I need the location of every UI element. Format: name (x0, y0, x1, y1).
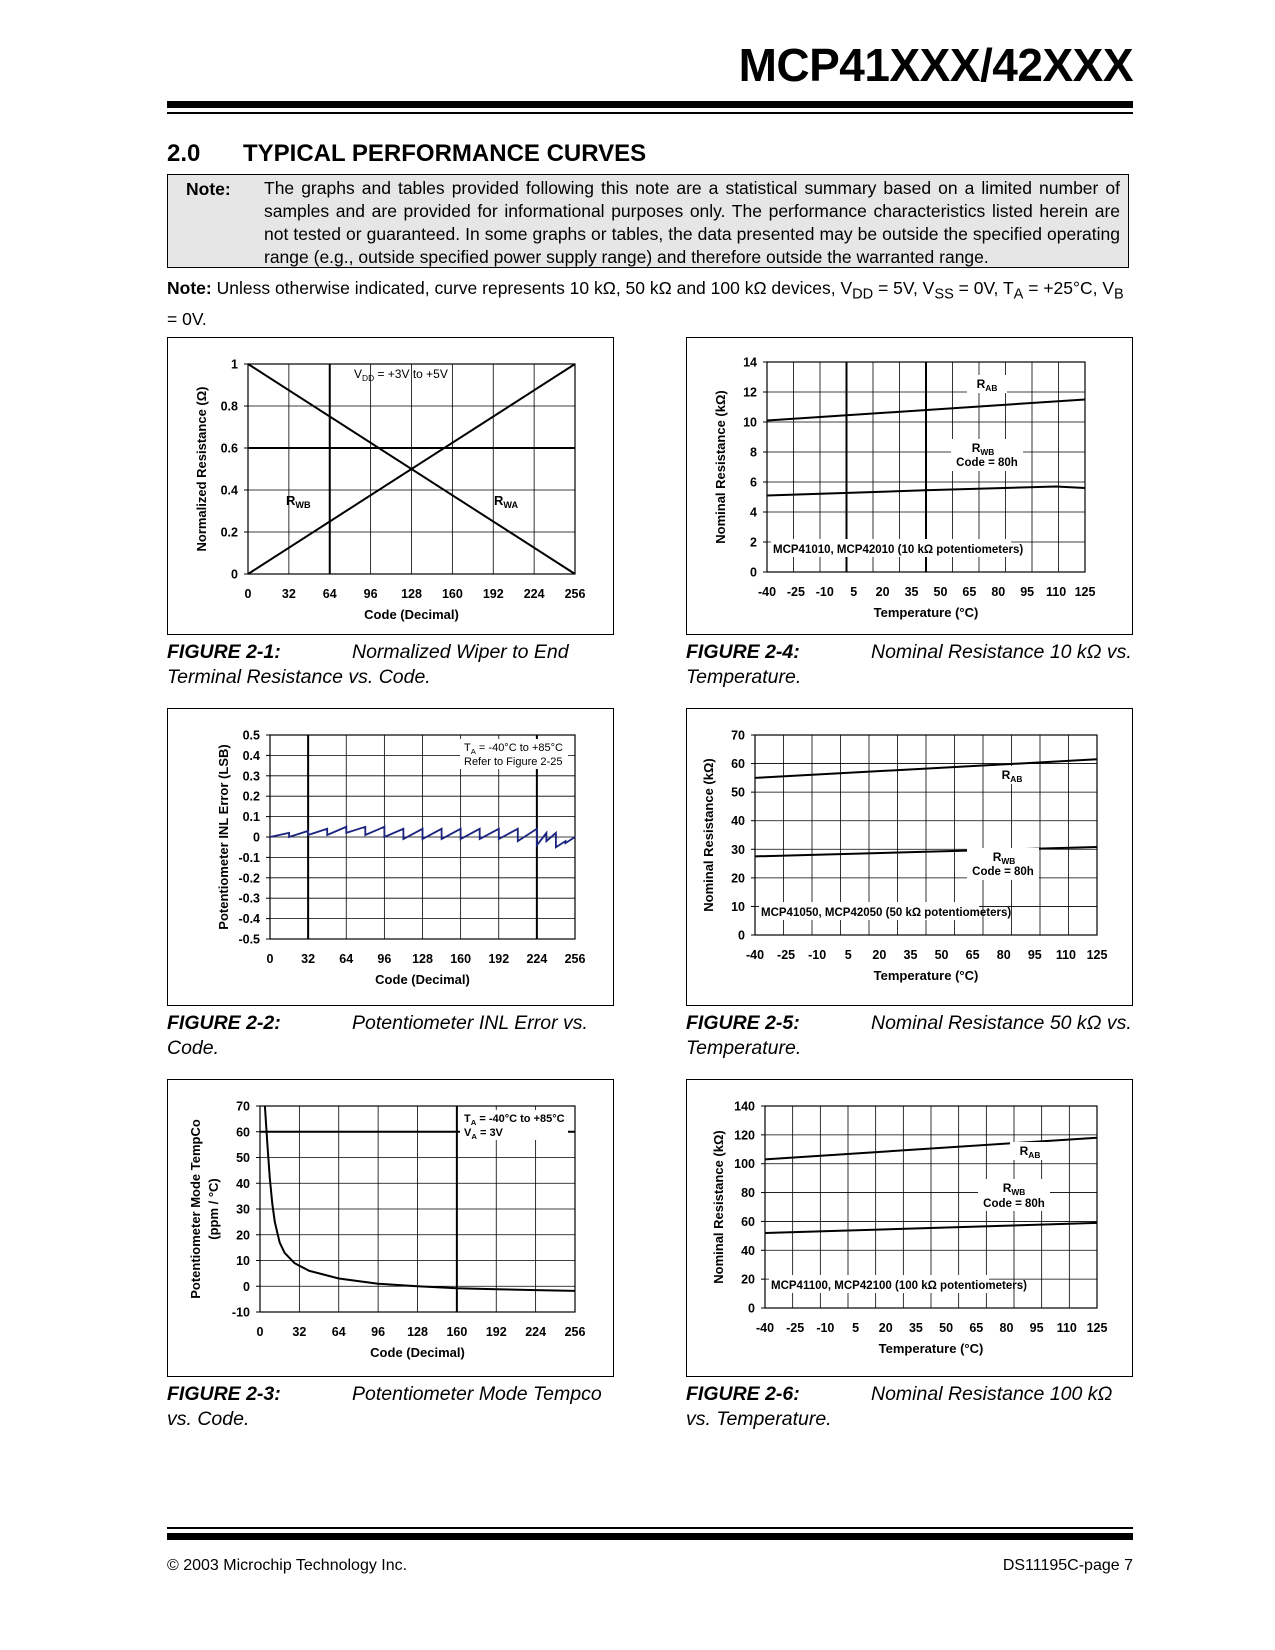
fig2-3-y-tick-label: 10 (236, 1254, 250, 1268)
fig2-3-annotation-va: $V_A = 3V$ (464, 1127, 503, 1141)
fig2-3-x-tick-label: 256 (564, 1325, 586, 1339)
fig2-5-y-tick-label: 50 (731, 785, 745, 800)
header-rule-thin (167, 112, 1133, 114)
fig2-6-y-tick-label: 80 (741, 1186, 755, 1201)
fig2-1-label-rwb: $R_{WB}$ (286, 493, 311, 510)
fig2-3-y-tick-label: -10 (231, 1305, 250, 1320)
fig2-4-code-label: Code = 80h (956, 457, 1018, 469)
fig2-3-y-tick-label: 30 (236, 1202, 250, 1217)
fig2-1-x-axis-label: Code (Decimal) (364, 607, 459, 622)
fig2-5-x-tick-label: 95 (1027, 948, 1042, 962)
fig2-6-x-tick-label: 95 (1029, 1321, 1044, 1335)
fig2-6-x-tick-label: -10 (816, 1321, 835, 1335)
fig2-4-device-label: MCP41010, MCP42010 (10 kΩ potentiometers) (773, 544, 1024, 556)
fig2-4-label-rab: $R_{AB}$ (976, 377, 998, 393)
section-name: TYPICAL PERFORMANCE CURVES (243, 140, 647, 167)
fig2-2-y-tick-label: -0.3 (238, 891, 260, 906)
fig2-1-y-tick-label: 1 (231, 357, 238, 372)
fig2-3-x-tick-label: 224 (525, 1325, 547, 1339)
note-box (167, 174, 1129, 268)
fig2-3-y-tick-label: 0 (243, 1279, 250, 1294)
fig2-6-label-rwb: $R_{WB}$ (1002, 1181, 1026, 1197)
fig2-2-x-tick-label: 0 (266, 952, 274, 966)
figure-number: FIGURE 2-5: (686, 1012, 800, 1034)
fig2-4-x-tick-label: 80 (991, 585, 1006, 599)
fig2-6-x-tick-label: -25 (786, 1321, 805, 1335)
copyright: © 2003 Microchip Technology Inc. (167, 1557, 408, 1574)
fig2-2-y-tick-label: 0.3 (242, 769, 260, 784)
section-number: 2.0 (167, 140, 201, 167)
figure-2-1-chart (167, 337, 614, 635)
fig2-6-x-tick-label: 5 (852, 1321, 860, 1335)
fig2-2-x-tick-label: 32 (301, 952, 316, 966)
fig2-4-x-tick-label: -10 (815, 585, 834, 599)
figure-2-3-caption (167, 1382, 614, 1432)
figure-2-6-chart (686, 1079, 1133, 1377)
fig2-1-y-tick-label: 0.2 (220, 525, 238, 540)
fig2-4-y-tick-label: 14 (743, 355, 757, 370)
fig2-5-x-tick-label: 20 (872, 948, 887, 962)
note-text: The graphs and tables provided following this note are a statistical summary based on a limited number of samples and are provided for informational purposes only. The performance characteristics listed herein are not tested or guaranteed. In some graphs or tables, the data presented may be outside the specified operating range (e.g., outside specified power supply range) and therefore outside the warranted range. (264, 178, 1120, 267)
figure-2-5-caption (686, 1011, 1133, 1061)
fig2-4-y-tick-label: 12 (743, 385, 757, 400)
figure-2-3-chart (167, 1079, 614, 1377)
section-title (167, 140, 646, 168)
fig2-6-x-tick-label: 110 (1056, 1321, 1077, 1335)
fig2-4-x-tick-label: 5 (850, 585, 858, 599)
fig2-3-x-tick-label: 0 (256, 1325, 264, 1339)
fig2-5-x-tick-label: 50 (934, 948, 949, 962)
conditions-text-4: = +25°C, V (1023, 278, 1115, 298)
fig2-3-x-tick-label: 160 (446, 1325, 468, 1339)
figure-2-2-svg (168, 709, 615, 1007)
fig2-1-x-tick-label: 224 (523, 587, 545, 601)
conditions-text-2: = 5V, V (873, 278, 935, 298)
sub-dd: DD (852, 286, 874, 303)
fig2-5-y-tick-label: 60 (731, 757, 745, 772)
fig2-4-x-tick-label: 35 (904, 585, 919, 599)
figure-number: FIGURE 2-3: (167, 1383, 281, 1405)
fig2-2-y-tick-label: 0.5 (242, 728, 260, 743)
figure-number: FIGURE 2-2: (167, 1012, 281, 1034)
fig2-6-y-axis-label: Nominal Resistance (kΩ) (711, 1130, 726, 1284)
figure-number: FIGURE 2-4: (686, 641, 800, 663)
fig2-3-x-tick-label: 32 (292, 1325, 307, 1339)
conditions-text-5: = 0V. (167, 308, 207, 329)
fig2-5-x-tick-label: 110 (1055, 948, 1076, 962)
fig2-6-y-tick-label: 0 (748, 1301, 755, 1316)
fig2-4-y-tick-label: 0 (750, 565, 757, 580)
fig2-1-x-tick-label: 192 (482, 587, 504, 601)
fig2-6-y-tick-label: 140 (734, 1099, 755, 1114)
fig2-3-y-tick-label: 20 (236, 1228, 250, 1243)
footer-rule-thin (167, 1527, 1133, 1529)
fig2-6-x-tick-label: 125 (1086, 1321, 1108, 1335)
fig2-6-y-tick-label: 120 (734, 1128, 755, 1143)
fig2-5-y-tick-label: 30 (731, 842, 745, 857)
figure-title: Nominal Resistance 10 kΩ vs. Temperature. (686, 641, 1132, 688)
fig2-6-y-tick-label: 100 (734, 1157, 755, 1172)
fig2-5-x-tick-label: -25 (777, 948, 796, 962)
figure-2-5-chart (686, 708, 1133, 1006)
fig2-4-y-tick-label: 6 (750, 475, 757, 490)
fig2-3-x-tick-label: 192 (485, 1325, 507, 1339)
fig2-5-y-axis-label: Nominal Resistance (kΩ) (701, 758, 716, 912)
sub-a: A (1013, 286, 1024, 303)
figure-number: FIGURE 2-6: (686, 1383, 800, 1405)
fig2-3-y-axis-label-2: (ppm / °C) (206, 1178, 221, 1240)
fig2-2-x-tick-label: 224 (526, 952, 548, 966)
figure-2-6-caption (686, 1382, 1133, 1432)
fig2-3-x-tick-label: 96 (371, 1325, 386, 1339)
fig2-1-y-tick-label: 0.8 (220, 399, 238, 414)
fig2-4-label-rwb: $R_{WB}$ (971, 441, 995, 457)
fig2-2-y-tick-label: 0.1 (242, 810, 260, 825)
fig2-4-y-axis-label: Nominal Resistance (kΩ) (713, 390, 728, 544)
fig2-2-y-tick-label: 0.4 (242, 748, 260, 763)
figure-title: Nominal Resistance 100 kΩ vs. Temperature. (686, 1383, 1113, 1430)
fig2-2-y-axis-label: Potentiometer INL Error (LSB) (216, 744, 231, 930)
conditions-text-3: = 0V, T (953, 278, 1014, 298)
fig2-1-x-tick-label: 64 (322, 587, 337, 601)
fig2-3-y-tick-label: 70 (236, 1099, 250, 1114)
fig2-4-x-tick-label: 20 (875, 585, 890, 599)
fig2-6-y-tick-label: 40 (741, 1243, 755, 1258)
header-rule (167, 101, 1133, 108)
figure-2-4-chart (686, 337, 1133, 635)
fig2-6-device-label: MCP41100, MCP42100 (100 kΩ potentiometers) (771, 1280, 1027, 1292)
fig2-2-x-tick-label: 256 (564, 952, 586, 966)
fig2-5-x-tick-label: 125 (1086, 948, 1108, 962)
fig2-2-x-tick-label: 96 (377, 952, 392, 966)
fig2-1-x-tick-label: 32 (281, 587, 296, 601)
fig2-3-y-tick-label: 50 (236, 1151, 250, 1165)
fig2-3-x-axis-label: Code (Decimal) (370, 1345, 465, 1360)
fig2-5-x-tick-label: 65 (965, 948, 980, 962)
fig2-5-x-axis-label: Temperature (°C) (873, 968, 979, 983)
fig2-2-x-tick-label: 192 (488, 952, 510, 966)
fig2-4-x-tick-label: 65 (962, 585, 977, 599)
figure-title: Potentiometer Mode Tempco vs. Code. (167, 1383, 602, 1430)
fig2-4-y-tick-label: 2 (750, 535, 757, 550)
fig2-3-x-tick-label: 64 (331, 1325, 346, 1339)
figure-2-1-caption (167, 640, 614, 690)
fig2-1-x-tick-label: 128 (401, 587, 422, 601)
fig2-4-y-tick-label: 4 (750, 505, 757, 520)
fig2-3-x-tick-label: 128 (407, 1325, 428, 1339)
fig2-4-x-tick-label: -40 (757, 585, 777, 599)
fig2-6-label-rab: $R_{AB}$ (1019, 1144, 1041, 1160)
fig2-6-y-tick-label: 60 (741, 1214, 755, 1229)
figure-title: Normalized Wiper to End Terminal Resistance vs. Code. (167, 641, 569, 688)
fig2-4-x-tick-label: 110 (1046, 585, 1067, 599)
fig2-6-x-tick-label: 20 (878, 1321, 893, 1335)
fig2-5-x-tick-label: -40 (745, 948, 765, 962)
fig2-2-y-tick-label: -0.4 (238, 912, 260, 927)
fig2-3-y-axis-label: Potentiometer Mode TempCo (188, 1119, 203, 1299)
fig2-2-y-tick-label: -0.5 (238, 932, 260, 947)
figure-2-1-svg (168, 338, 615, 636)
fig2-2-x-tick-label: 128 (412, 952, 433, 966)
figure-2-6-svg (687, 1080, 1134, 1378)
fig2-5-label-rab: $R_{AB}$ (1001, 768, 1023, 784)
fig2-6-x-tick-label: 35 (908, 1321, 923, 1335)
document-title: MCP41XXX/42XXX (738, 39, 1133, 91)
fig2-1-y-tick-label: 0.4 (220, 483, 238, 498)
note-label: Note: (186, 179, 231, 199)
conditions-note (167, 276, 1133, 331)
fig2-4-y-tick-label: 8 (750, 445, 757, 460)
fig2-6-code-label: Code = 80h (983, 1198, 1045, 1210)
fig2-6-x-tick-label: 50 (939, 1321, 954, 1335)
fig2-6-x-tick-label: 80 (999, 1321, 1014, 1335)
figure-2-5-svg (687, 709, 1134, 1007)
figure-title: Potentiometer INL Error vs. Code. (167, 1012, 588, 1059)
fig2-2-y-tick-label: 0 (253, 830, 260, 845)
fig2-1-x-tick-label: 256 (564, 587, 586, 601)
fig2-2-x-tick-label: 160 (450, 952, 472, 966)
fig2-1-x-tick-label: 160 (441, 587, 463, 601)
fig2-1-y-tick-label: 0.6 (220, 441, 238, 456)
fig2-5-device-label: MCP41050, MCP42050 (50 kΩ potentiometers) (761, 907, 1012, 919)
fig2-3-annotation-ta: $T_A = -40^\circ C$ to +85°C (464, 1113, 565, 1127)
fig2-5-y-tick-label: 40 (731, 814, 745, 829)
fig2-5-y-tick-label: 10 (731, 899, 745, 914)
conditions-text: Unless otherwise indicated, curve represents 10 kΩ, 50 kΩ and 100 kΩ devices, V (216, 278, 853, 298)
fig2-1-x-tick-label: 96 (363, 587, 378, 601)
fig2-2-y-tick-label: 0.2 (242, 789, 260, 804)
fig2-1-y-tick-label: 0 (231, 567, 238, 582)
conditions-note-label: Note: (167, 278, 212, 298)
figure-2-4-caption (686, 640, 1133, 690)
figure-2-3-svg (168, 1080, 615, 1378)
fig2-2-x-axis-label: Code (Decimal) (375, 972, 470, 987)
figure-number: FIGURE 2-1: (167, 641, 281, 663)
figure-2-4-svg (687, 338, 1134, 636)
fig2-4-x-tick-label: 95 (1020, 585, 1035, 599)
sub-ss: SS (934, 286, 954, 303)
figure-title: Nominal Resistance 50 kΩ vs. Temperature. (686, 1012, 1132, 1059)
sub-b: B (1114, 286, 1124, 303)
fig2-2-annotation-ref: Refer to Figure 2-25 (464, 756, 563, 768)
fig2-5-code-label: Code = 80h (972, 866, 1034, 878)
footer-rule (167, 1533, 1133, 1540)
fig2-6-x-axis-label: Temperature (°C) (878, 1341, 984, 1356)
fig2-5-y-tick-label: 70 (731, 728, 745, 743)
fig2-4-x-tick-label: 50 (933, 585, 948, 599)
fig2-1-y-axis-label: Normalized Resistance (Ω) (194, 386, 209, 552)
fig2-5-y-tick-label: 0 (738, 928, 745, 943)
fig2-5-y-tick-label: 20 (731, 871, 745, 886)
figure-2-2-caption (167, 1011, 614, 1061)
fig2-3-y-tick-label: 60 (236, 1125, 250, 1140)
fig2-5-x-tick-label: -10 (808, 948, 827, 962)
fig2-6-y-tick-label: 20 (741, 1272, 755, 1287)
fig2-2-y-tick-label: -0.2 (238, 871, 260, 886)
fig2-4-x-tick-label: 125 (1074, 585, 1096, 599)
fig2-4-x-tick-label: -25 (786, 585, 805, 599)
fig2-2-annotation-ta: $T_A = -40^\circ C$ to +85°C (464, 742, 563, 756)
fig2-6-x-tick-label: 65 (969, 1321, 984, 1335)
fig2-4-y-tick-label: 10 (743, 415, 757, 430)
fig2-5-x-tick-label: 35 (903, 948, 918, 962)
fig2-2-y-tick-label: -0.1 (238, 850, 260, 865)
fig2-2-x-tick-label: 64 (339, 952, 354, 966)
fig2-6-x-tick-label: -40 (755, 1321, 775, 1335)
fig2-5-label-rwb: $R_{WB}$ (992, 850, 1016, 866)
figure-2-2-chart (167, 708, 614, 1006)
fig2-1-annotation: $V_{DD} = +3V$ to +5V (354, 367, 448, 383)
fig2-4-x-axis-label: Temperature (°C) (873, 605, 979, 620)
fig2-1-x-tick-label: 0 (244, 587, 252, 601)
fig2-1-label-rwa: $R_{WA}$ (494, 493, 519, 510)
page-number: DS11195C-page 7 (1002, 1557, 1133, 1574)
fig2-5-x-tick-label: 5 (844, 948, 852, 962)
fig2-3-y-tick-label: 40 (236, 1176, 250, 1191)
fig2-5-x-tick-label: 80 (996, 948, 1011, 962)
